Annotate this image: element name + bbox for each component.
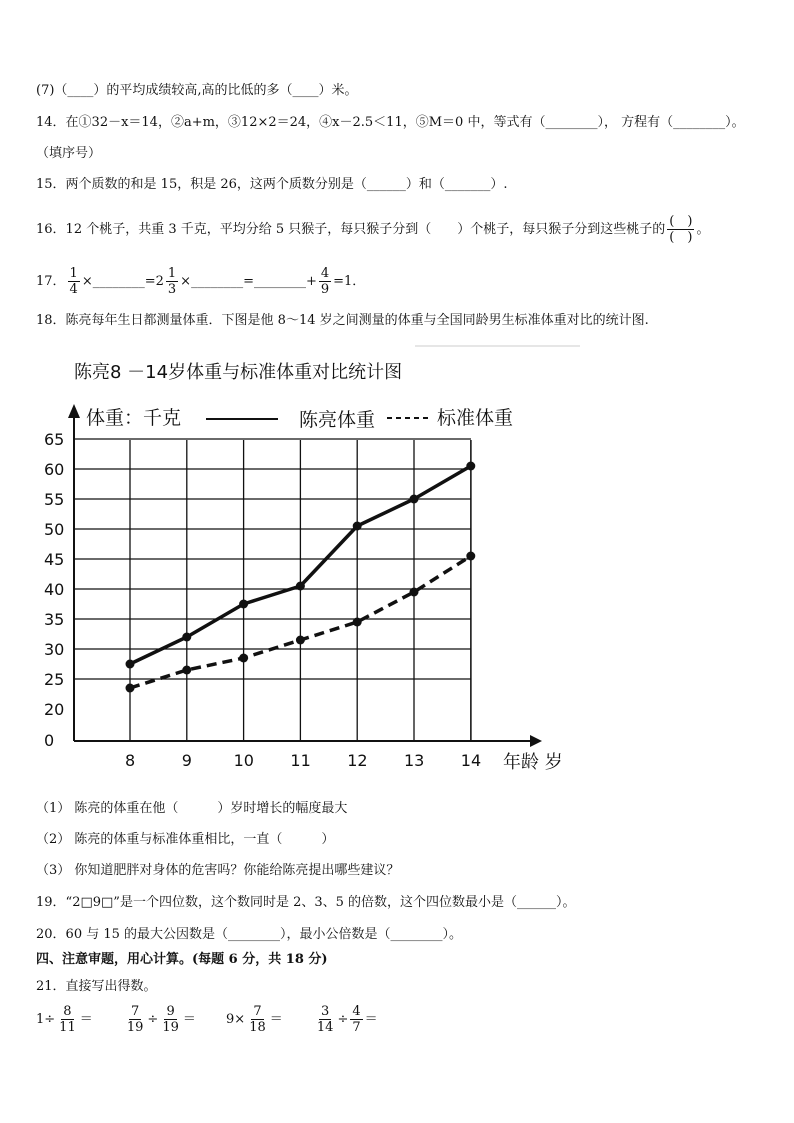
point-standard [353, 618, 362, 627]
x-axis-label: 年龄 岁 [503, 752, 563, 773]
y-tick-label: 45 [44, 550, 65, 569]
question-14: 14．在①32－x＝14，②a+m，③12×2＝24，④x－2.5＜11，⑤M＝0 中，等式有（________）， 方程有（________）。 [36, 115, 745, 130]
x-tick-label: 12 [347, 751, 368, 770]
point-chenliang [126, 660, 135, 669]
point-standard [296, 636, 305, 645]
question-21-items [36, 1004, 378, 1035]
question-18: 18．陈亮每年生日都测量体重．下图是他 8～14 岁之间测量的体重与全国同龄男生标准体重对比的统计图. [36, 313, 649, 328]
calc-item-2: $\frac{7}{19}$ ÷ $\frac{9}{19}$ ＝ [126, 1004, 196, 1035]
question-15: 15．两个质数的和是 15，积是 26，这两个质数分别是（______）和（_______）. [36, 177, 508, 192]
point-chenliang [182, 633, 191, 642]
point-standard [182, 666, 191, 675]
y-tick-label: 0 [44, 731, 55, 750]
point-standard [239, 654, 248, 663]
point-chenliang [239, 600, 248, 609]
point-standard [410, 588, 419, 597]
y-tick-label: 50 [44, 520, 65, 539]
point-chenliang [410, 495, 419, 504]
series-line-standard [130, 556, 471, 688]
legend-label-standard: 标准体重 [437, 407, 514, 429]
calc-item-4: $\frac{3}{14}$ ÷ $\frac{4}{7}$ ＝ [316, 1004, 378, 1035]
fraction-1-3: $\frac{1}{3}$ [167, 266, 177, 297]
x-tick-label: 9 [181, 751, 192, 770]
chart-title: 陈亮8 －14岁体重与标准体重对比统计图 [74, 362, 403, 383]
question-16: 16．12 个桃子，共重 3 千克，平均分给 5 只猴子，每只猴子分到（ ）个桃子，每只猴子分到这些桃子的 $\frac{( )}{( )}$ 。 [36, 214, 710, 245]
x-tick-label: 10 [233, 751, 254, 770]
y-tick-label: 40 [44, 580, 65, 599]
question-16-fraction: $\frac{( )}{( )}$ [669, 214, 693, 245]
point-chenliang [353, 522, 362, 531]
y-tick-label: 25 [44, 670, 65, 689]
question-20: 20．60 与 15 的最大公因数是（________），最小公倍数是（________）。 [36, 927, 463, 942]
x-tick-label: 14 [460, 751, 482, 770]
x-tick-label: 8 [125, 751, 136, 770]
y-tick-label: 35 [44, 610, 65, 629]
question-18-part-1: （1） 陈亮的体重在他（ ）岁时增长的幅度最大 [36, 801, 348, 816]
series-line-chenliang [130, 466, 471, 664]
y-tick-label: 30 [44, 640, 65, 659]
y-axis-arrow [68, 404, 80, 418]
point-standard [466, 552, 475, 561]
x-tick-label: 13 [404, 751, 425, 770]
calc-item-1: 1÷ $\frac{8}{11}$ ＝ [36, 1004, 93, 1035]
point-chenliang [296, 582, 305, 591]
point-chenliang [466, 462, 475, 471]
question-18-part-2: （2） 陈亮的体重与标准体重相比，一直（ ） [36, 832, 335, 847]
fraction-4-9: $\frac{4}{9}$ [320, 266, 330, 297]
question-17: 17． $\frac{1}{4}$ ×________=2 $\frac{1}{3}$ ×________=________+ $\frac{4}{9}$ =1． [36, 266, 366, 297]
y-tick-label: 20 [44, 700, 65, 719]
point-standard [126, 684, 135, 693]
calc-item-3: 9× $\frac{7}{18}$ ＝ [226, 1004, 283, 1035]
y-tick-label: 65 [44, 430, 65, 449]
x-tick-label: 11 [290, 751, 311, 770]
question-14-note: （填序号） [36, 146, 102, 161]
question-13-part-7: (7)（____）的平均成绩较高,高的比低的多（____）米。 [36, 83, 358, 98]
section-4-heading: 四、注意审题，用心计算。(每题 6 分，共 18 分) [36, 952, 328, 967]
y-tick-label: 60 [44, 460, 65, 479]
legend-label-chenliang: 陈亮体重 [299, 409, 376, 431]
x-axis-arrow [530, 735, 542, 747]
fraction-1-4: $\frac{1}{4}$ [69, 266, 78, 297]
question-21: 21．直接写出得数。 [36, 979, 157, 994]
y-tick-label: 55 [44, 490, 65, 509]
question-19: 19．“2□9□”是一个四位数，这个数同时是 2、3、5 的倍数，这个四位数最小是（______）。 [36, 895, 576, 910]
question-16-text: 16．12 个桃子，共重 3 千克，平均分给 5 只猴子，每只猴子分到（ ）个桃子，每只猴子分到这些桃子的 [36, 222, 666, 237]
y-axis-label: 体重：千克 [86, 407, 182, 429]
question-18-part-3: （3） 你知道肥胖对身体的危害吗？你能给陈亮提出哪些建议？ [36, 863, 400, 878]
